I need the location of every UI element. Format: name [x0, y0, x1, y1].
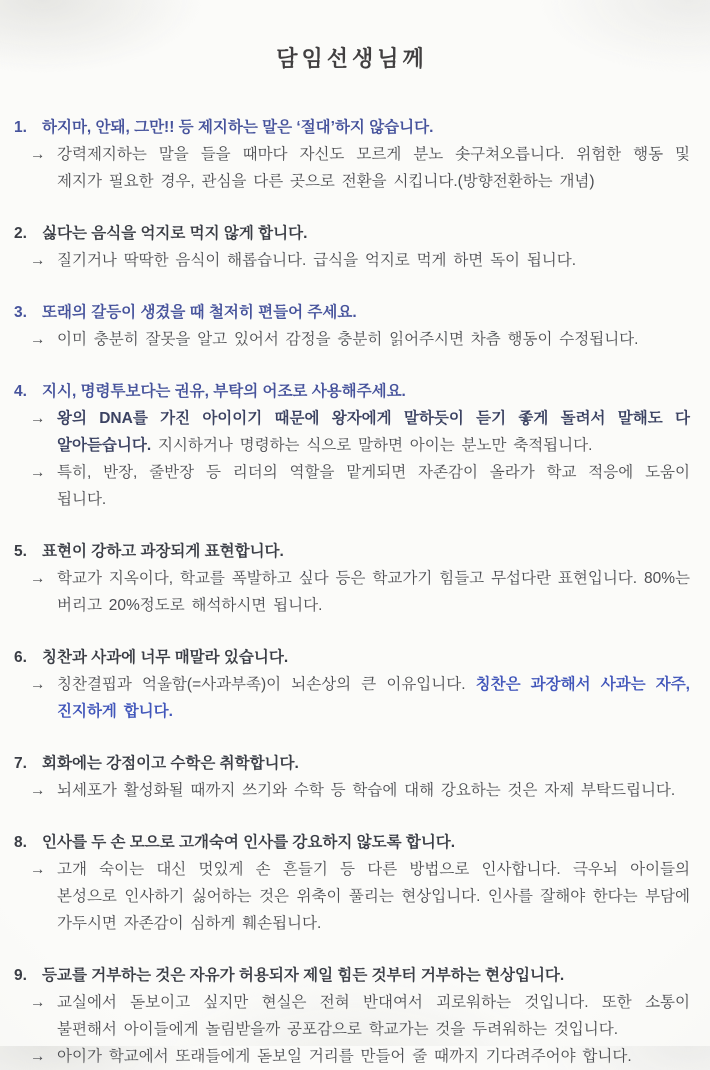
item-body [57, 1043, 690, 1070]
body-segment: 칭찬결핍과 억울함(=사과부족)이 뇌손상의 큰 이유입니다. [57, 676, 466, 693]
arrow-icon: → [30, 782, 46, 799]
item-heading-row [14, 750, 690, 777]
item-number: 9. [14, 967, 27, 984]
letter-item-5 [14, 538, 690, 619]
item-heading-row [14, 538, 690, 565]
item-heading: 또래의 갈등이 생겼을 때 철저히 편들어 주세요. [42, 304, 357, 321]
item-number: 2. [14, 225, 27, 242]
item-heading: 지시, 명령투보다는 권유, 부탁의 어조로 사용해주세요. [42, 383, 406, 400]
body-segment: 뇌세포가 활성화될 때까지 쓰기와 수학 등 학습에 대해 강요하는 것은 자제 부탁드립니다. [57, 782, 676, 799]
body-segment: 이미 충분히 잘못을 알고 있어서 감정을 충분히 읽어주시면 차츰 행동이 수정됩니다. [57, 331, 639, 348]
body-segment: 아이가 학교에서 또래들에게 돋보일 거리를 만들어 줄 때까지 기다려주어야 합니다. [57, 1048, 632, 1065]
item-body [57, 405, 690, 459]
item-body [57, 671, 690, 725]
item-heading-row [14, 378, 690, 405]
item-bullet [14, 141, 690, 195]
arrow-icon: → [30, 994, 46, 1011]
item-body [57, 565, 690, 619]
arrow-icon: → [30, 410, 46, 427]
body-segment: 강력제지하는 말을 들을 때마다 자신도 모르게 분노 솟구쳐오릅니다. 위험한 행동 및 제지가 필요한 경우, 관심을 다른 곳으로 전환을 시킵니다.(방향전환하는 개념) [57, 146, 690, 190]
item-number: 3. [14, 304, 27, 321]
item-heading-row [14, 829, 690, 856]
item-number: 1. [14, 119, 27, 136]
item-heading: 표현이 강하고 과장되게 표현합니다. [42, 543, 284, 560]
item-number: 5. [14, 543, 27, 560]
body-segment: 교실에서 돋보이고 싶지만 현실은 전혀 반대여서 괴로워하는 것입니다. 또한 소통이 불편해서 아이들에게 놀림받을까 공포감으로 학교가는 것을 두려워하는 것입니다. [57, 994, 690, 1038]
arrow-icon: → [30, 464, 46, 481]
item-number: 7. [14, 755, 27, 772]
item-number: 8. [14, 834, 27, 851]
item-bullet [14, 777, 690, 804]
item-bullet [14, 326, 690, 353]
item-bullet [14, 989, 690, 1043]
item-heading: 등교를 거부하는 것은 자유가 허용되자 제일 힘든 것부터 거부하는 현상입니다. [42, 967, 565, 984]
item-number: 4. [14, 383, 27, 400]
body-segment: 특히, 반장, 줄반장 등 리더의 역할을 맡게되면 자존감이 올라가 학교 적응에 도움이 됩니다. [57, 464, 690, 508]
letter-item-1 [14, 114, 690, 195]
item-bullet [14, 565, 690, 619]
letter-item-7 [14, 750, 690, 804]
item-heading-row [14, 644, 690, 671]
item-bullet [14, 671, 690, 725]
letter-item-9 [14, 962, 690, 1070]
item-body [57, 856, 690, 937]
arrow-icon: → [30, 861, 46, 878]
letter-item-2 [14, 220, 690, 274]
item-heading: 회화에는 강점이고 수학은 취학합니다. [42, 755, 299, 772]
item-heading-row [14, 962, 690, 989]
arrow-icon: → [30, 331, 46, 348]
arrow-icon: → [30, 252, 46, 269]
item-bullet [14, 405, 690, 459]
page-title: 담임선생님께 [276, 46, 428, 71]
item-body [57, 989, 690, 1043]
arrow-icon: → [30, 1048, 46, 1065]
item-number: 6. [14, 649, 27, 666]
body-segment: 왕의 DNA를 가진 아이이기 때문에 왕자에게 말하듯이 듣기 좋게 돌려서 말해도 다 알아듣습니다. [57, 410, 690, 454]
letter-item-4 [14, 378, 690, 513]
letter-item-3 [14, 299, 690, 353]
body-segment: 고개 숙이는 대신 멋있게 손 흔들기 등 다른 방법으로 인사합니다. 극우뇌 아이들의 본성으로 인사하기 싫어하는 것은 위축이 풀리는 현상입니다. 인사를 잘해야 한다는 부담에 가두시면 자존감이 심하게 훼손됩니다. [57, 861, 690, 932]
item-body [57, 459, 690, 513]
item-body [57, 326, 690, 353]
arrow-icon: → [30, 146, 46, 163]
item-bullet [14, 459, 690, 513]
body-segment: 학교가 지옥이다, 학교를 폭발하고 싶다 등은 학교가기 힘들고 무섭다란 표현입니다. 80%는 버리고 20%정도로 해석하시면 됩니다. [57, 570, 690, 614]
item-bullet [14, 247, 690, 274]
item-body [57, 777, 690, 804]
item-body [57, 141, 690, 195]
item-heading: 칭찬과 사과에 너무 매말라 있습니다. [42, 649, 289, 666]
arrow-icon: → [30, 570, 46, 587]
arrow-icon: → [30, 676, 46, 693]
item-heading-row [14, 299, 690, 326]
body-segment: 지시하거나 명령하는 식으로 말하면 아이는 분노만 축적됩니다. [151, 437, 593, 454]
body-segment: 질기거나 딱딱한 음식이 해롭습니다. 급식을 억지로 먹게 하면 독이 됩니다. [57, 252, 577, 269]
letter-item-8 [14, 829, 690, 937]
item-body [57, 247, 690, 274]
body-segment: 칭찬은 과장해서 사과는 자주, 진지하게 합니다. [57, 676, 690, 720]
item-bullet [14, 1043, 690, 1070]
letter-item-6 [14, 644, 690, 725]
item-heading-row [14, 220, 690, 247]
item-heading-row [14, 114, 690, 141]
item-heading: 하지마, 안돼, 그만!! 등 제지하는 말은 ‘절대’하지 않습니다. [42, 119, 434, 136]
item-heading: 싫다는 음식을 억지로 먹지 않게 합니다. [42, 225, 308, 242]
item-bullet [14, 856, 690, 937]
item-heading: 인사를 두 손 모으로 고개숙여 인사를 강요하지 않도록 합니다. [42, 834, 456, 851]
letter-items [14, 114, 690, 1070]
